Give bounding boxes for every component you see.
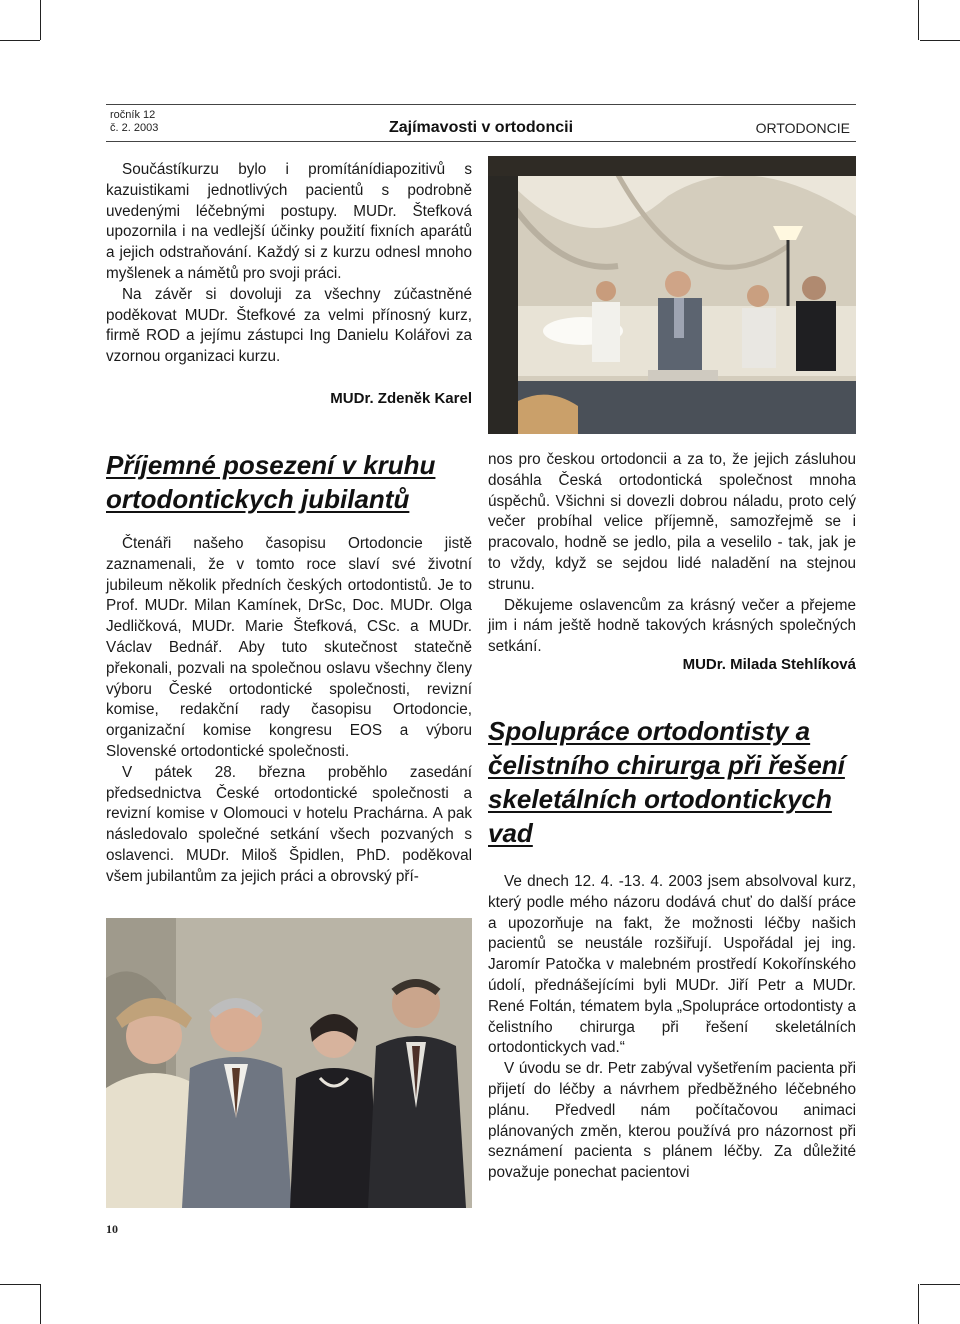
running-header [106,104,856,142]
photo-jubilees-image [106,918,472,1208]
crop-mark [0,40,40,41]
crop-mark [0,1284,40,1285]
article3-paragraph: Ve dnech 12. 4. -13. 4. 2003 jsem absolvoval kurz, který podle mého názoru dodává chuť do další práce a upozorňuje na fakt, že možnosti léčby našich pacientů se neustále rozšiřují. Uspořádal jej ing. Jaromír Patočka v malebném prostředí Kokořínského údolí, přednášejícími byli MUDr. Jiří Petr a MUDr. René Foltán, tématem byla „Spolupráce ortodontisty a čelistního chirurga při řešení skeletálních ortodontickych vad.“ [488,873,856,1057]
article3-paragraph: V úvodu se dr. Petr zabýval vyšetřením pacienta při přijetí do léčby a návrhem předběžného léčebného plánu. Předvedl nám počítačovou animaci plánovaných změn, kterou používá pro názornost při seznámení pacienta s plánem léčby. Za důležité považuje ponechat pacientovi [488,1060,856,1182]
article2-paragraph: nos pro českou ortodoncii a za to, že jejich zásluhou dosáhla Česká ortodontická společnost mnoha úspěchů. Všichni si dovezli dobrou náladu, proto celý večer probíhal velice příjemně, samozřejmě se i pracovalo, hodně se jedlo, pila a veselilo - tak, jak je to vždy, když se sejdou lidé naladění na stejnou strunu. [488,451,856,593]
crop-mark [40,1284,41,1324]
article3-headline: Spolupráce ortodontisty a čelistního chirurga při řešení skeletálních ortodontickych vad [488,716,845,848]
crop-mark [918,0,919,40]
crop-mark [918,1284,919,1324]
header-section: ORTODONCIE [755,120,850,136]
article2-paragraph: Děkujeme oslavencům za krásný večer a přejeme jim i nám ještě hodně takových krásných společných setkání. [488,596,856,656]
article2-headline: Příjemné posezení v kruhu ortodontickych jubilantů [106,450,436,514]
volume-label: ročník 12 [110,109,156,121]
article3-text [488,872,856,1184]
article2-paragraph: V pátek 28. března proběhlo zasedání předsednictva České ortodontické společnosti a revizní komise v Olomouci v hotelu Prachárna. A pak následovalo společné setkání všech pozvaných s oslavenci. MUDr. Miloš Špidlen, PhD. poděkoval všem jubilantům za jejich práci a obrovský pří- [106,763,472,885]
article2-text-left [106,534,472,888]
article1-author: MUDr. Zdeněk Karel [330,390,472,407]
article1-paragraph: Na závěr si dovoluji za všechny zúčastněné poděkovat MUDr. Štefkové za velmi přínosný kurz, firmě ROD a jejímu zástupci Ing Danielu Kolářovi za vzornou organizaci kurzu. [106,285,472,366]
article2-text-right [488,450,856,658]
article1-text [106,160,472,368]
photo-party [488,156,856,434]
photo-jubilees [106,918,472,1208]
crop-mark [920,1284,960,1285]
crop-mark [920,40,960,41]
page-number: 10 [106,1222,118,1236]
article2-paragraph: Čtenáři našeho časopisu Ortodoncie jistě zaznamenali, že v tomto roce slaví své životní jubileum několik předních českých ortodontistů. Je to Prof. MUDr. Milan Kamínek, DrSc, Doc. MUDr. Olga Jedličková, MUDr. Marie Štefková, CSc. a MUDr. Václav Bednář. Aby tuto skutečnost statečně překonali, pozvali na společnou oslavu všechny členy výboru České ortodontické společnosti, revizní komise, redakční rady časopisu Ortodoncie, organizační komise kongresu EOS a výboru Slovenské ortodontické společnosti. [106,535,472,760]
photo-party-image [488,156,856,434]
issue-label: č. 2. 2003 [110,122,159,134]
crop-mark [40,0,41,40]
article1-paragraph: Součástíkurzu bylo i promítánídiapozitivů s kazuistikami jednotlivých pacientů s podrobně uvedenými léčebnými postupy. MUDr. Štefková upozornila i na vedlejší účinky použití fixních aparátů a jejich odstraňování. Každý si z kurzu odnesl mnoho myšlenek a námětů pro svoji práci. [106,161,472,282]
article2-author: MUDr. Milada Stehlíková [682,656,856,673]
header-title: Zajímavosti v ortodoncii [388,119,574,136]
